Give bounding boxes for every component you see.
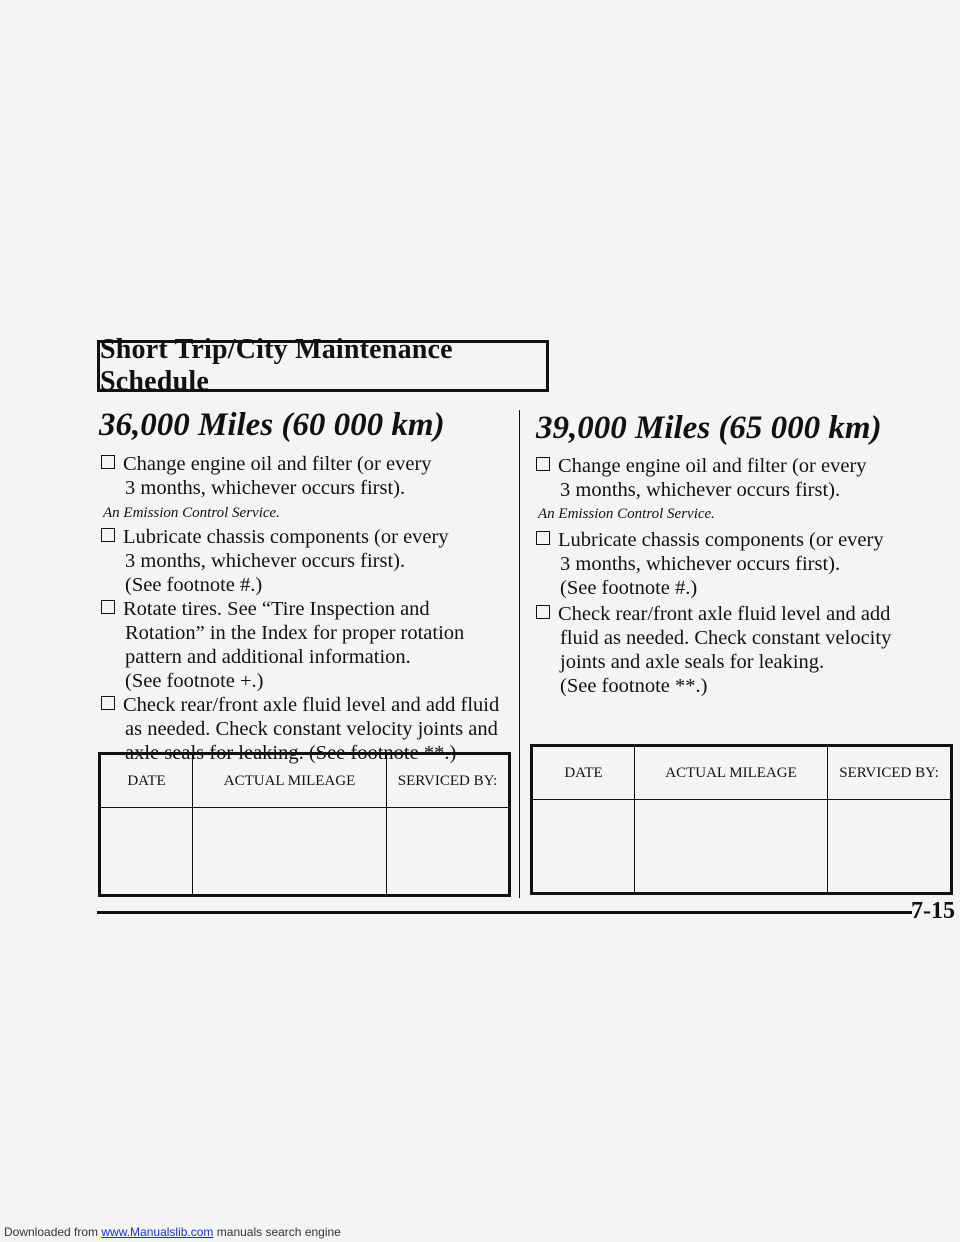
download-watermark: Downloaded from www.Manualslib.com manuals search engine [4,1225,341,1239]
left-emission-note: An Emission Control Service. [103,505,280,521]
actual-mileage-header: ACTUAL MILEAGE [635,746,828,800]
schedule-title-box [97,334,549,397]
checkbox-icon[interactable] [536,531,550,545]
right-item-3: Check rear/front axle fluid level and add fluid as needed. Check constant velocity joints and axle seals for leaking. (See footnote **.) [536,602,891,698]
date-header: DATE [100,754,193,808]
date-cell[interactable] [100,808,193,896]
actual-mileage-header: ACTUAL MILEAGE [193,754,387,808]
serviced-by-cell[interactable] [828,800,952,894]
right-mileage-heading: 39,000 Miles (65 000 km) [536,410,882,446]
serviced-by-header: SERVICED BY: [387,754,510,808]
actual-mileage-cell[interactable] [193,808,387,896]
serviced-by-cell[interactable] [387,808,510,896]
actual-mileage-cell[interactable] [635,800,828,894]
bottom-rule [97,911,912,914]
checkbox-icon[interactable] [536,457,550,471]
right-item-2: Lubricate chassis components (or every 3 months, whichever occurs first). (See footnote #.) [536,528,884,600]
manualslib-link[interactable]: www.Manualslib.com [101,1225,214,1239]
table-header-row [100,754,510,808]
table-row [100,808,510,896]
checkbox-icon[interactable] [101,455,115,469]
left-item-4: Check rear/front axle fluid level and add fluid as needed. Check constant velocity joints and axle seals for leaking. (See footnote **.) [101,693,499,765]
schedule-title: Short Trip/City Maintenance Schedule [100,334,453,397]
right-service-log-table [530,744,953,895]
left-item-3: Rotate tires. See “Tire Inspection and Rotation” in the Index for proper rotation pattern and additional information. (See footnote +.) [101,597,464,693]
date-cell[interactable] [532,800,635,894]
column-divider [519,410,520,898]
table-row [532,800,952,894]
checkbox-icon[interactable] [101,696,115,710]
page-number: 7-15 [911,898,955,924]
checkbox-icon[interactable] [101,600,115,614]
right-emission-note: An Emission Control Service. [538,506,715,522]
table-header-row [532,746,952,800]
date-header: DATE [532,746,635,800]
left-service-log-table [98,752,511,897]
left-item-2: Lubricate chassis components (or every 3 months, whichever occurs first). (See footnote #.) [101,525,449,597]
right-item-1: Change engine oil and filter (or every 3 months, whichever occurs first). [536,454,867,502]
checkbox-icon[interactable] [101,528,115,542]
left-mileage-heading: 36,000 Miles (60 000 km) [99,407,445,443]
checkbox-icon[interactable] [536,605,550,619]
left-item-1: Change engine oil and filter (or every 3 months, whichever occurs first). [101,452,432,500]
serviced-by-header: SERVICED BY: [828,746,952,800]
